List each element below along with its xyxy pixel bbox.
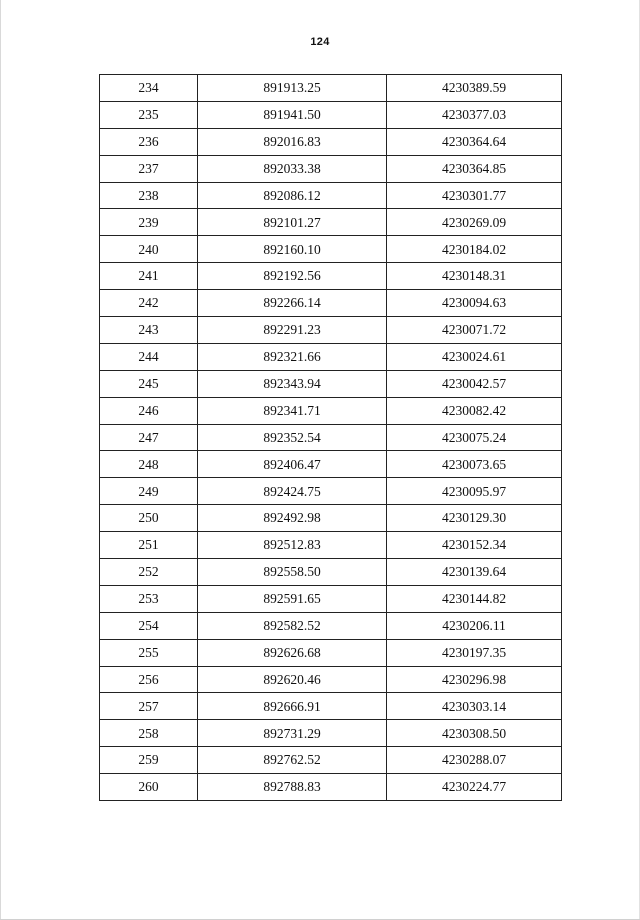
- table-row: [100, 559, 562, 586]
- y-coordinate-cell: 4230224.77: [387, 774, 562, 801]
- x-coordinate-cell: 891913.25: [198, 75, 387, 102]
- table-row: [100, 720, 562, 747]
- point-number-cell: 255: [100, 639, 198, 666]
- x-coordinate-cell: 892352.54: [198, 424, 387, 451]
- x-coordinate-cell: 892086.12: [198, 182, 387, 209]
- x-coordinate-cell: 892160.10: [198, 236, 387, 263]
- y-coordinate-cell: 4230389.59: [387, 75, 562, 102]
- table-row: [100, 451, 562, 478]
- table-row: [100, 424, 562, 451]
- table-row: [100, 343, 562, 370]
- point-number-cell: 248: [100, 451, 198, 478]
- x-coordinate-cell: 892033.38: [198, 155, 387, 182]
- point-number-cell: 240: [100, 236, 198, 263]
- x-coordinate-cell: 892192.56: [198, 263, 387, 290]
- table-row: [100, 101, 562, 128]
- y-coordinate-cell: 4230197.35: [387, 639, 562, 666]
- table-row: [100, 263, 562, 290]
- point-number-cell: 256: [100, 666, 198, 693]
- table-row: [100, 639, 562, 666]
- point-number-cell: 238: [100, 182, 198, 209]
- y-coordinate-cell: 4230075.24: [387, 424, 562, 451]
- x-coordinate-cell: 892626.68: [198, 639, 387, 666]
- x-coordinate-cell: 892341.71: [198, 397, 387, 424]
- table-row: [100, 317, 562, 344]
- x-coordinate-cell: 892266.14: [198, 290, 387, 317]
- y-coordinate-cell: 4230184.02: [387, 236, 562, 263]
- y-coordinate-cell: 4230152.34: [387, 532, 562, 559]
- x-coordinate-cell: 892788.83: [198, 774, 387, 801]
- table-row: [100, 75, 562, 102]
- y-coordinate-cell: 4230129.30: [387, 505, 562, 532]
- y-coordinate-cell: 4230073.65: [387, 451, 562, 478]
- x-coordinate-cell: 891941.50: [198, 101, 387, 128]
- point-number-cell: 246: [100, 397, 198, 424]
- table-row: [100, 209, 562, 236]
- table-row: [100, 532, 562, 559]
- x-coordinate-cell: 892016.83: [198, 128, 387, 155]
- point-number-cell: 249: [100, 478, 198, 505]
- coordinates-table-body: [100, 75, 562, 801]
- table-row: [100, 505, 562, 532]
- point-number-cell: 250: [100, 505, 198, 532]
- point-number-cell: 252: [100, 559, 198, 586]
- point-number-cell: 244: [100, 343, 198, 370]
- y-coordinate-cell: 4230095.97: [387, 478, 562, 505]
- point-number-cell: 235: [100, 101, 198, 128]
- point-number-cell: 234: [100, 75, 198, 102]
- point-number-cell: 239: [100, 209, 198, 236]
- table-row: [100, 236, 562, 263]
- x-coordinate-cell: 892558.50: [198, 559, 387, 586]
- y-coordinate-cell: 4230082.42: [387, 397, 562, 424]
- y-coordinate-cell: 4230024.61: [387, 343, 562, 370]
- table-row: [100, 747, 562, 774]
- point-number-cell: 259: [100, 747, 198, 774]
- y-coordinate-cell: 4230071.72: [387, 317, 562, 344]
- y-coordinate-cell: 4230139.64: [387, 559, 562, 586]
- table-row: [100, 155, 562, 182]
- page-edge-left: [0, 0, 1, 920]
- table-row: [100, 290, 562, 317]
- point-number-cell: 243: [100, 317, 198, 344]
- y-coordinate-cell: 4230269.09: [387, 209, 562, 236]
- y-coordinate-cell: 4230042.57: [387, 370, 562, 397]
- y-coordinate-cell: 4230144.82: [387, 585, 562, 612]
- point-number-cell: 241: [100, 263, 198, 290]
- point-number-cell: 245: [100, 370, 198, 397]
- point-number-cell: 253: [100, 585, 198, 612]
- table-row: [100, 666, 562, 693]
- x-coordinate-cell: 892406.47: [198, 451, 387, 478]
- y-coordinate-cell: 4230148.31: [387, 263, 562, 290]
- table-row: [100, 774, 562, 801]
- x-coordinate-cell: 892321.66: [198, 343, 387, 370]
- point-number-cell: 251: [100, 532, 198, 559]
- x-coordinate-cell: 892762.52: [198, 747, 387, 774]
- page-number: 124: [310, 36, 330, 48]
- y-coordinate-cell: 4230301.77: [387, 182, 562, 209]
- y-coordinate-cell: 4230303.14: [387, 693, 562, 720]
- y-coordinate-cell: 4230296.98: [387, 666, 562, 693]
- table-row: [100, 397, 562, 424]
- table-row: [100, 128, 562, 155]
- table-row: [100, 478, 562, 505]
- point-number-cell: 258: [100, 720, 198, 747]
- point-number-cell: 257: [100, 693, 198, 720]
- x-coordinate-cell: 892666.91: [198, 693, 387, 720]
- y-coordinate-cell: 4230094.63: [387, 290, 562, 317]
- x-coordinate-cell: 892343.94: [198, 370, 387, 397]
- y-coordinate-cell: 4230377.03: [387, 101, 562, 128]
- table-row: [100, 370, 562, 397]
- x-coordinate-cell: 892731.29: [198, 720, 387, 747]
- point-number-cell: 237: [100, 155, 198, 182]
- point-number-cell: 242: [100, 290, 198, 317]
- coordinates-table: [99, 74, 562, 801]
- y-coordinate-cell: 4230308.50: [387, 720, 562, 747]
- x-coordinate-cell: 892424.75: [198, 478, 387, 505]
- x-coordinate-cell: 892492.98: [198, 505, 387, 532]
- x-coordinate-cell: 892101.27: [198, 209, 387, 236]
- point-number-cell: 236: [100, 128, 198, 155]
- x-coordinate-cell: 892291.23: [198, 317, 387, 344]
- table-row: [100, 182, 562, 209]
- table-row: [100, 585, 562, 612]
- y-coordinate-cell: 4230364.85: [387, 155, 562, 182]
- x-coordinate-cell: 892582.52: [198, 612, 387, 639]
- point-number-cell: 254: [100, 612, 198, 639]
- y-coordinate-cell: 4230364.64: [387, 128, 562, 155]
- y-coordinate-cell: 4230206.11: [387, 612, 562, 639]
- point-number-cell: 260: [100, 774, 198, 801]
- x-coordinate-cell: 892591.65: [198, 585, 387, 612]
- y-coordinate-cell: 4230288.07: [387, 747, 562, 774]
- table-row: [100, 693, 562, 720]
- point-number-cell: 247: [100, 424, 198, 451]
- x-coordinate-cell: 892512.83: [198, 532, 387, 559]
- x-coordinate-cell: 892620.46: [198, 666, 387, 693]
- table-row: [100, 612, 562, 639]
